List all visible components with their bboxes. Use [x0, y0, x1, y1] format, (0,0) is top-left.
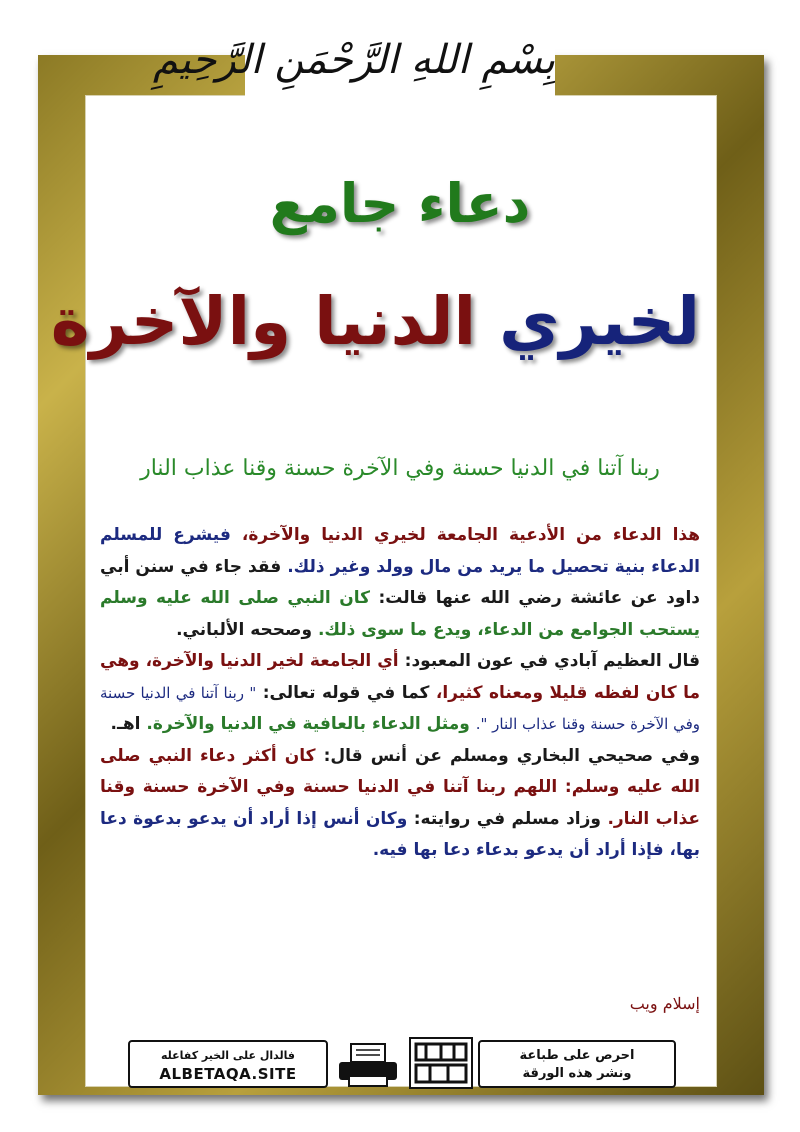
text-span: كما في قوله تعالى:	[262, 682, 430, 703]
text-span: هذا الدعاء من الأدعية الجامعة لخيري الدنيا والآخرة،	[241, 525, 701, 545]
paragraph-3	[100, 741, 700, 867]
footer-website[interactable]: ALBETAQA.SITE	[159, 1065, 297, 1083]
text-span: فقد جاء في سنن أبي داود عن عائشة رضي الله عنها قالت:	[100, 556, 700, 608]
footer-print-box	[478, 1040, 676, 1088]
text-span: كان النبي صلى الله عليه وسلم يستحب الجوامع من الدعاء، ويدع ما سوى ذلك.	[100, 588, 700, 640]
title-line-1: دعاء جامع	[269, 172, 531, 235]
source-credit: إسلام ويب	[629, 994, 700, 1013]
printer-icon	[333, 1042, 403, 1088]
text-span: ومثل الدعاء بالعافية في الدنيا والآخرة.	[146, 714, 470, 734]
paragraph-2	[100, 646, 700, 741]
footer-slogan: فالدال على الخير كفاعله	[160, 1049, 296, 1062]
article-body	[100, 520, 700, 867]
footer-bar	[128, 1040, 676, 1088]
title-line-2	[50, 280, 700, 364]
text-span: وصححه الألباني.	[176, 619, 313, 640]
text-span: وفي صحيحي البخاري ومسلم عن أنس قال:	[323, 745, 701, 766]
albetaqa-logo	[408, 1036, 474, 1090]
text-span: وكان أنس إذا أراد أن يدعو بدعوة دعا بها، فإذا أراد أن يدعو بدعاء دعا بها فيه.	[100, 808, 700, 860]
text-span: فيشرع للمسلم الدعاء بنية تحصيل ما يريد من مال وولد وغير ذلك.	[100, 525, 700, 577]
title-word-blue: لخيري	[499, 283, 700, 360]
quoted-verse: " ربنا آتنا في الدنيا حسنة وفي الآخرة حسنة وقنا عذاب النار ".	[100, 683, 700, 733]
bismillah-calligraphy: بِسْمِ اللهِ الرَّحْمَنِ الرَّحِيمِ	[152, 37, 555, 83]
text-span: كان أكثر دعاء النبي صلى الله عليه وسلم: اللهم ربنا آتنا في الدنيا حسنة وفي الآخرة حسنة وقنا عذاب النار.	[100, 745, 700, 829]
footer-website-box	[128, 1040, 328, 1088]
text-span: اهـ.	[110, 714, 141, 734]
quran-verse: ربنا آتنا في الدنيا حسنة وفي الآخرة حسنة وقنا عذاب النار	[140, 456, 660, 481]
paragraph-1	[100, 520, 700, 646]
footer-print-line-2: ونشر هذه الورقة	[522, 1066, 632, 1081]
text-span: أي الجامعة لخير الدنيا والآخرة، وهي ما كان لفظه قليلا ومعناه كثيرا،	[100, 651, 701, 703]
text-span: قال العظيم آبادي في عون المعبود:	[404, 651, 701, 671]
footer-print-line-1: احرص على طباعة	[519, 1048, 635, 1063]
text-span: وزاد مسلم في روايته:	[413, 808, 601, 829]
title-words-maroon: الدنيا والآخرة	[50, 283, 477, 360]
